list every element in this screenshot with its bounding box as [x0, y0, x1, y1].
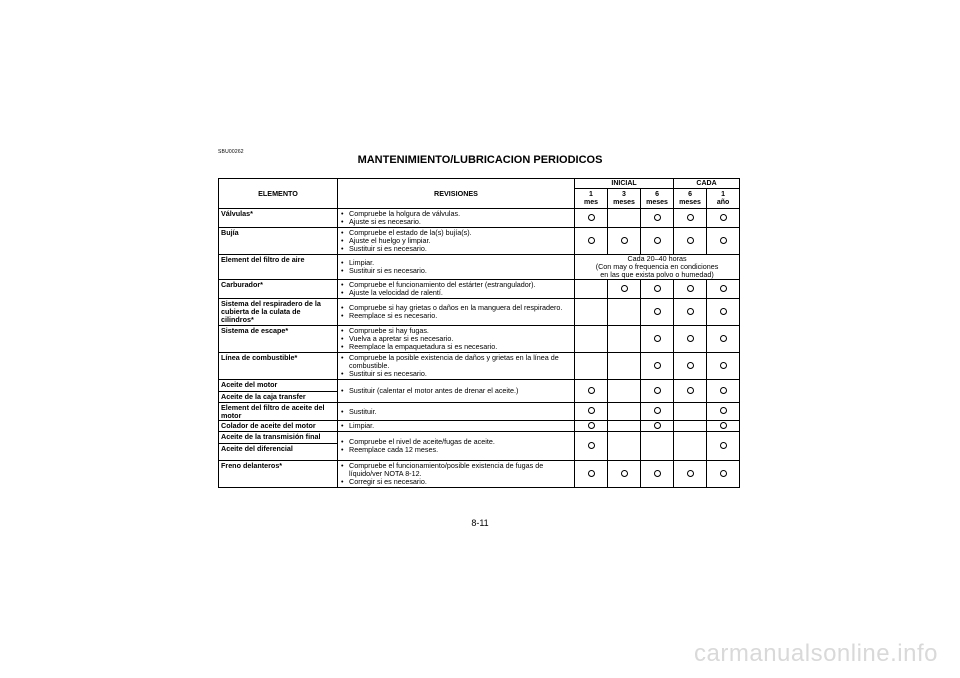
schedule-cell: [608, 461, 641, 488]
elemento-cell: Bujía: [219, 228, 338, 255]
revision-item: • Sustituir.: [340, 408, 572, 416]
service-mark-icon: [588, 214, 595, 221]
table-row: [219, 421, 740, 432]
revision-item: • Limpiar.: [340, 259, 572, 267]
table-row: [219, 209, 740, 228]
schedule-cell: [641, 228, 674, 255]
service-mark-icon: [687, 335, 694, 342]
revisiones-cell: [338, 432, 575, 461]
schedule-cell: [641, 280, 674, 299]
schedule-cell: [575, 403, 608, 421]
revision-item: • Sustituir si es necesario.: [340, 245, 572, 253]
service-mark-icon: [588, 442, 595, 449]
revision-item: • Reemplace si es necesario.: [340, 312, 572, 320]
service-mark-icon: [687, 285, 694, 292]
table-row: [219, 380, 740, 392]
service-mark-icon: [720, 362, 727, 369]
revision-item: • Compruebe la posible existencia de daños y grietas en la línea de combustible.: [340, 354, 572, 370]
revision-item: • Compruebe el funcionamiento/posible existencia de fugas de líquido/ver NOTA 8-12.: [340, 462, 572, 478]
service-mark-icon: [654, 362, 661, 369]
schedule-cell: [707, 228, 740, 255]
schedule-cell: [641, 353, 674, 380]
service-mark-icon: [654, 407, 661, 414]
service-mark-icon: [720, 214, 727, 221]
schedule-cell: [674, 228, 707, 255]
schedule-cell: [575, 461, 608, 488]
revision-item: • Compruebe la holgura de válvulas.: [340, 210, 572, 218]
revision-item: • Ajuste el huelgo y limpiar.: [340, 237, 572, 245]
revision-item: • Compruebe el funcionamiento del estárter (estrangulador).: [340, 281, 572, 289]
schedule-cell: [707, 209, 740, 228]
elemento-cell: Sistema del respiradero de la cubierta de la culata de cilindros*: [219, 299, 338, 326]
service-mark-icon: [654, 214, 661, 221]
schedule-cell: [608, 432, 641, 461]
service-mark-icon: [687, 470, 694, 477]
service-mark-icon: [588, 422, 595, 429]
schedule-cell: [707, 380, 740, 403]
revision-item: • Compruebe si hay grietas o daños en la manguera del respiradero.: [340, 304, 572, 312]
interval-note: [575, 255, 740, 280]
note-line: en las que exista polvo o humedad): [600, 270, 714, 279]
watermark: carmanualsonline.info: [694, 640, 938, 667]
schedule-cell: [674, 421, 707, 432]
schedule-cell: [575, 228, 608, 255]
schedule-cell: [608, 326, 641, 353]
service-mark-icon: [720, 237, 727, 244]
revisiones-cell: [338, 209, 575, 228]
table-body: [219, 209, 740, 488]
schedule-cell: [707, 280, 740, 299]
schedule-cell: [608, 209, 641, 228]
service-mark-icon: [720, 470, 727, 477]
service-mark-icon: [720, 308, 727, 315]
service-mark-icon: [588, 407, 595, 414]
service-mark-icon: [654, 285, 661, 292]
revision-item: • Compruebe el estado de la(s) bujía(s).: [340, 229, 572, 237]
service-mark-icon: [720, 335, 727, 342]
schedule-cell: [707, 461, 740, 488]
schedule-cell: [608, 299, 641, 326]
elemento-cell: Freno delanteros*: [219, 461, 338, 488]
service-mark-icon: [588, 387, 595, 394]
revision-item: • Sustituir si es necesario.: [340, 267, 572, 275]
schedule-cell: [674, 280, 707, 299]
schedule-cell: [674, 380, 707, 403]
service-mark-icon: [654, 470, 661, 477]
elemento-cell: Aceite de la transmisión final: [219, 432, 338, 444]
elemento-cell: Aceite del motor: [219, 380, 338, 392]
schedule-cell: [575, 380, 608, 403]
schedule-cell: [575, 299, 608, 326]
table-row: [219, 228, 740, 255]
revision-item: • Reemplace la empaquetadura si es necesario.: [340, 343, 572, 351]
table-row: [219, 326, 740, 353]
service-mark-icon: [687, 237, 694, 244]
revisiones-cell: [338, 380, 575, 403]
schedule-cell: [575, 326, 608, 353]
service-mark-icon: [621, 237, 628, 244]
schedule-cell: [674, 299, 707, 326]
schedule-cell: [674, 209, 707, 228]
schedule-cell: [641, 461, 674, 488]
table-row: [219, 299, 740, 326]
schedule-cell: [641, 432, 674, 461]
page-title: MANTENIMIENTO/LUBRICACION PERIODICOS: [357, 154, 603, 166]
revision-item: • Ajuste si es necesario.: [340, 218, 572, 226]
schedule-cell: [641, 403, 674, 421]
schedule-cell: [641, 326, 674, 353]
service-mark-icon: [621, 470, 628, 477]
service-mark-icon: [720, 285, 727, 292]
table-row: [219, 461, 740, 488]
service-mark-icon: [588, 470, 595, 477]
revisiones-cell: [338, 421, 575, 432]
revisiones-cell: [338, 280, 575, 299]
interval-header: 1 año: [707, 189, 740, 209]
schedule-cell: [707, 432, 740, 461]
revision-item: • Reemplace cada 12 meses.: [340, 446, 572, 454]
header-cada: CADA: [674, 179, 740, 189]
table-row: [219, 255, 740, 280]
elemento-cell: Element del filtro de aceite del motor: [219, 403, 338, 421]
note-line: Cada 20–40 horas: [627, 254, 687, 263]
interval-header: 6 meses: [674, 189, 707, 209]
schedule-cell: [641, 209, 674, 228]
document-code: SBU00262: [218, 149, 244, 155]
schedule-cell: [575, 280, 608, 299]
revisiones-cell: [338, 299, 575, 326]
revision-item: • Compruebe el nivel de aceite/fugas de aceite.: [340, 438, 572, 446]
schedule-cell: [674, 326, 707, 353]
revision-item: • Sustituir (calentar el motor antes de drenar el aceite.): [340, 387, 572, 395]
service-mark-icon: [621, 285, 628, 292]
interval-header: 3 meses: [608, 189, 641, 209]
service-mark-icon: [654, 335, 661, 342]
elemento-cell: Válvulas*: [219, 209, 338, 228]
revision-item: • Limpiar.: [340, 422, 572, 430]
elemento-cell: Línea de combustible*: [219, 353, 338, 380]
schedule-cell: [641, 380, 674, 403]
page-number: 8-11: [471, 518, 489, 528]
schedule-cell: [674, 432, 707, 461]
table-row: [219, 432, 740, 444]
revision-item: • Sustituir si es necesario.: [340, 370, 572, 378]
schedule-cell: [608, 280, 641, 299]
service-mark-icon: [687, 308, 694, 315]
elemento-cell: Colador de aceite del motor: [219, 421, 338, 432]
service-mark-icon: [654, 387, 661, 394]
elemento-cell: Element del filtro de aire: [219, 255, 338, 280]
revisiones-cell: [338, 353, 575, 380]
revisiones-cell: [338, 403, 575, 421]
service-mark-icon: [720, 387, 727, 394]
interval-header: 1 mes: [575, 189, 608, 209]
revision-item: • Ajuste la velocidad de ralentí.: [340, 289, 572, 297]
interval-header: 6 meses: [641, 189, 674, 209]
revisiones-cell: [338, 255, 575, 280]
schedule-cell: [707, 403, 740, 421]
elemento-cell: Sistema de escape*: [219, 326, 338, 353]
schedule-cell: [707, 326, 740, 353]
revisiones-cell: [338, 228, 575, 255]
schedule-cell: [575, 209, 608, 228]
table-row: [219, 353, 740, 380]
service-mark-icon: [654, 237, 661, 244]
elemento-cell: Aceite del diferencial: [219, 444, 338, 461]
schedule-cell: [674, 461, 707, 488]
schedule-cell: [641, 421, 674, 432]
revision-item: • Corregir si es necesario.: [340, 478, 572, 486]
service-mark-icon: [654, 422, 661, 429]
schedule-cell: [575, 421, 608, 432]
schedule-cell: [608, 228, 641, 255]
elemento-cell: Aceite de la caja transfer: [219, 392, 338, 403]
note-line: (Con may o frequencia en condiciones: [595, 262, 719, 271]
schedule-cell: [575, 432, 608, 461]
service-mark-icon: [687, 362, 694, 369]
header-revisiones: REVISIONES: [338, 179, 575, 209]
service-mark-icon: [588, 237, 595, 244]
schedule-cell: [608, 380, 641, 403]
schedule-cell: [707, 299, 740, 326]
service-mark-icon: [654, 308, 661, 315]
schedule-cell: [608, 353, 641, 380]
schedule-cell: [575, 353, 608, 380]
service-mark-icon: [720, 442, 727, 449]
service-mark-icon: [720, 407, 727, 414]
schedule-cell: [608, 403, 641, 421]
revision-item: • Vuelva a apretar si es necesario.: [340, 335, 572, 343]
elemento-cell: Carburador*: [219, 280, 338, 299]
schedule-cell: [707, 353, 740, 380]
schedule-cell: [641, 299, 674, 326]
service-mark-icon: [720, 422, 727, 429]
service-mark-icon: [687, 214, 694, 221]
schedule-cell: [674, 353, 707, 380]
schedule-cell: [707, 421, 740, 432]
header-elemento: ELEMENTO: [219, 179, 338, 209]
maintenance-table: [218, 178, 740, 488]
revisiones-cell: [338, 326, 575, 353]
schedule-cell: [674, 403, 707, 421]
table-row: [219, 403, 740, 421]
schedule-cell: [608, 421, 641, 432]
service-mark-icon: [687, 387, 694, 394]
header-inicial: INICIAL: [575, 179, 674, 189]
table-row: [219, 280, 740, 299]
revision-item: • Compruebe si hay fugas.: [340, 327, 572, 335]
revisiones-cell: [338, 461, 575, 488]
